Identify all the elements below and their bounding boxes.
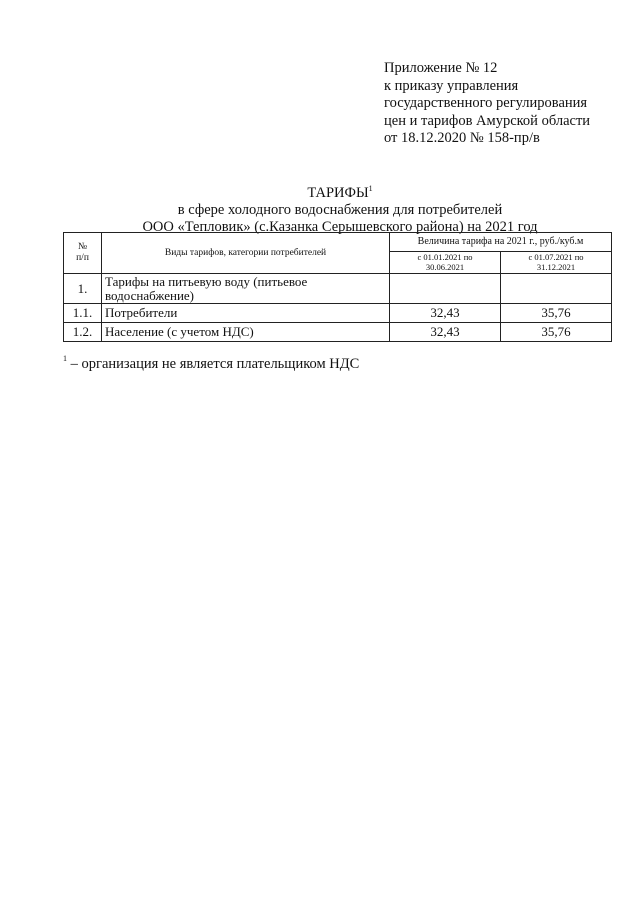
row-period-1-value (390, 274, 501, 304)
header-period-1 (390, 252, 501, 274)
row-period-1-value: 32,43 (390, 323, 501, 342)
footnote (63, 350, 359, 373)
tariffs-table (63, 232, 612, 342)
table-row (64, 304, 612, 323)
document-subtitle: в сфере холодного водоснабжения для потребителей (177, 202, 503, 218)
header-number (64, 233, 102, 274)
row-number: 1.2. (64, 323, 102, 342)
row-period-2-value (501, 274, 612, 304)
header-number-line: № (77, 242, 88, 252)
document-title (60, 180, 620, 202)
table-row (64, 274, 612, 304)
footnote-mark: 1 (63, 354, 67, 363)
appendix-line: государственного регулирования (384, 95, 588, 111)
row-number: 1.1. (64, 304, 102, 323)
appendix-line: от 18.12.2020 № 158-пр/в (384, 130, 540, 146)
header-period-line: с 01.01.2021 по (417, 252, 473, 262)
header-number-line: п/п (76, 253, 89, 263)
row-period-2-value: 35,76 (501, 323, 612, 342)
row-category: Население (с учетом НДС) (102, 323, 390, 342)
appendix-line: цен и тарифов Амурской области (384, 112, 591, 129)
header-period-line: 31.12.2021 (536, 261, 576, 272)
document-subtitle-organization: ООО «Тепловик» (с.Казанка Серышевского района) на 2021 год (142, 219, 538, 235)
table-header-row (64, 233, 612, 252)
footnote-text: – организация не является плательщиком НДС (67, 356, 360, 372)
header-value-group: Величина тарифа на 2021 г., руб./куб.м (390, 233, 612, 252)
header-period-2 (501, 252, 612, 274)
document-title-block (60, 180, 620, 236)
appendix-line: к приказу управления (384, 77, 519, 94)
row-category: Потребители (102, 304, 390, 323)
row-number: 1. (64, 274, 102, 304)
title-footnote-mark: 1 (368, 184, 373, 193)
header-category: Виды тарифов, категории потребителей (102, 233, 390, 274)
appendix-line: Приложение № 12 (384, 60, 498, 76)
table-row (64, 323, 612, 342)
row-period-1-value: 32,43 (390, 304, 501, 323)
document-title-text: ТАРИФЫ (307, 185, 369, 201)
row-category: Тарифы на питьевую воду (питьевое водоснабжение) (102, 274, 390, 304)
header-period-line: 30.06.2021 (425, 261, 465, 272)
appendix-reference (384, 60, 590, 148)
header-period-line: с 01.07.2021 по (528, 252, 584, 262)
row-period-2-value: 35,76 (501, 304, 612, 323)
